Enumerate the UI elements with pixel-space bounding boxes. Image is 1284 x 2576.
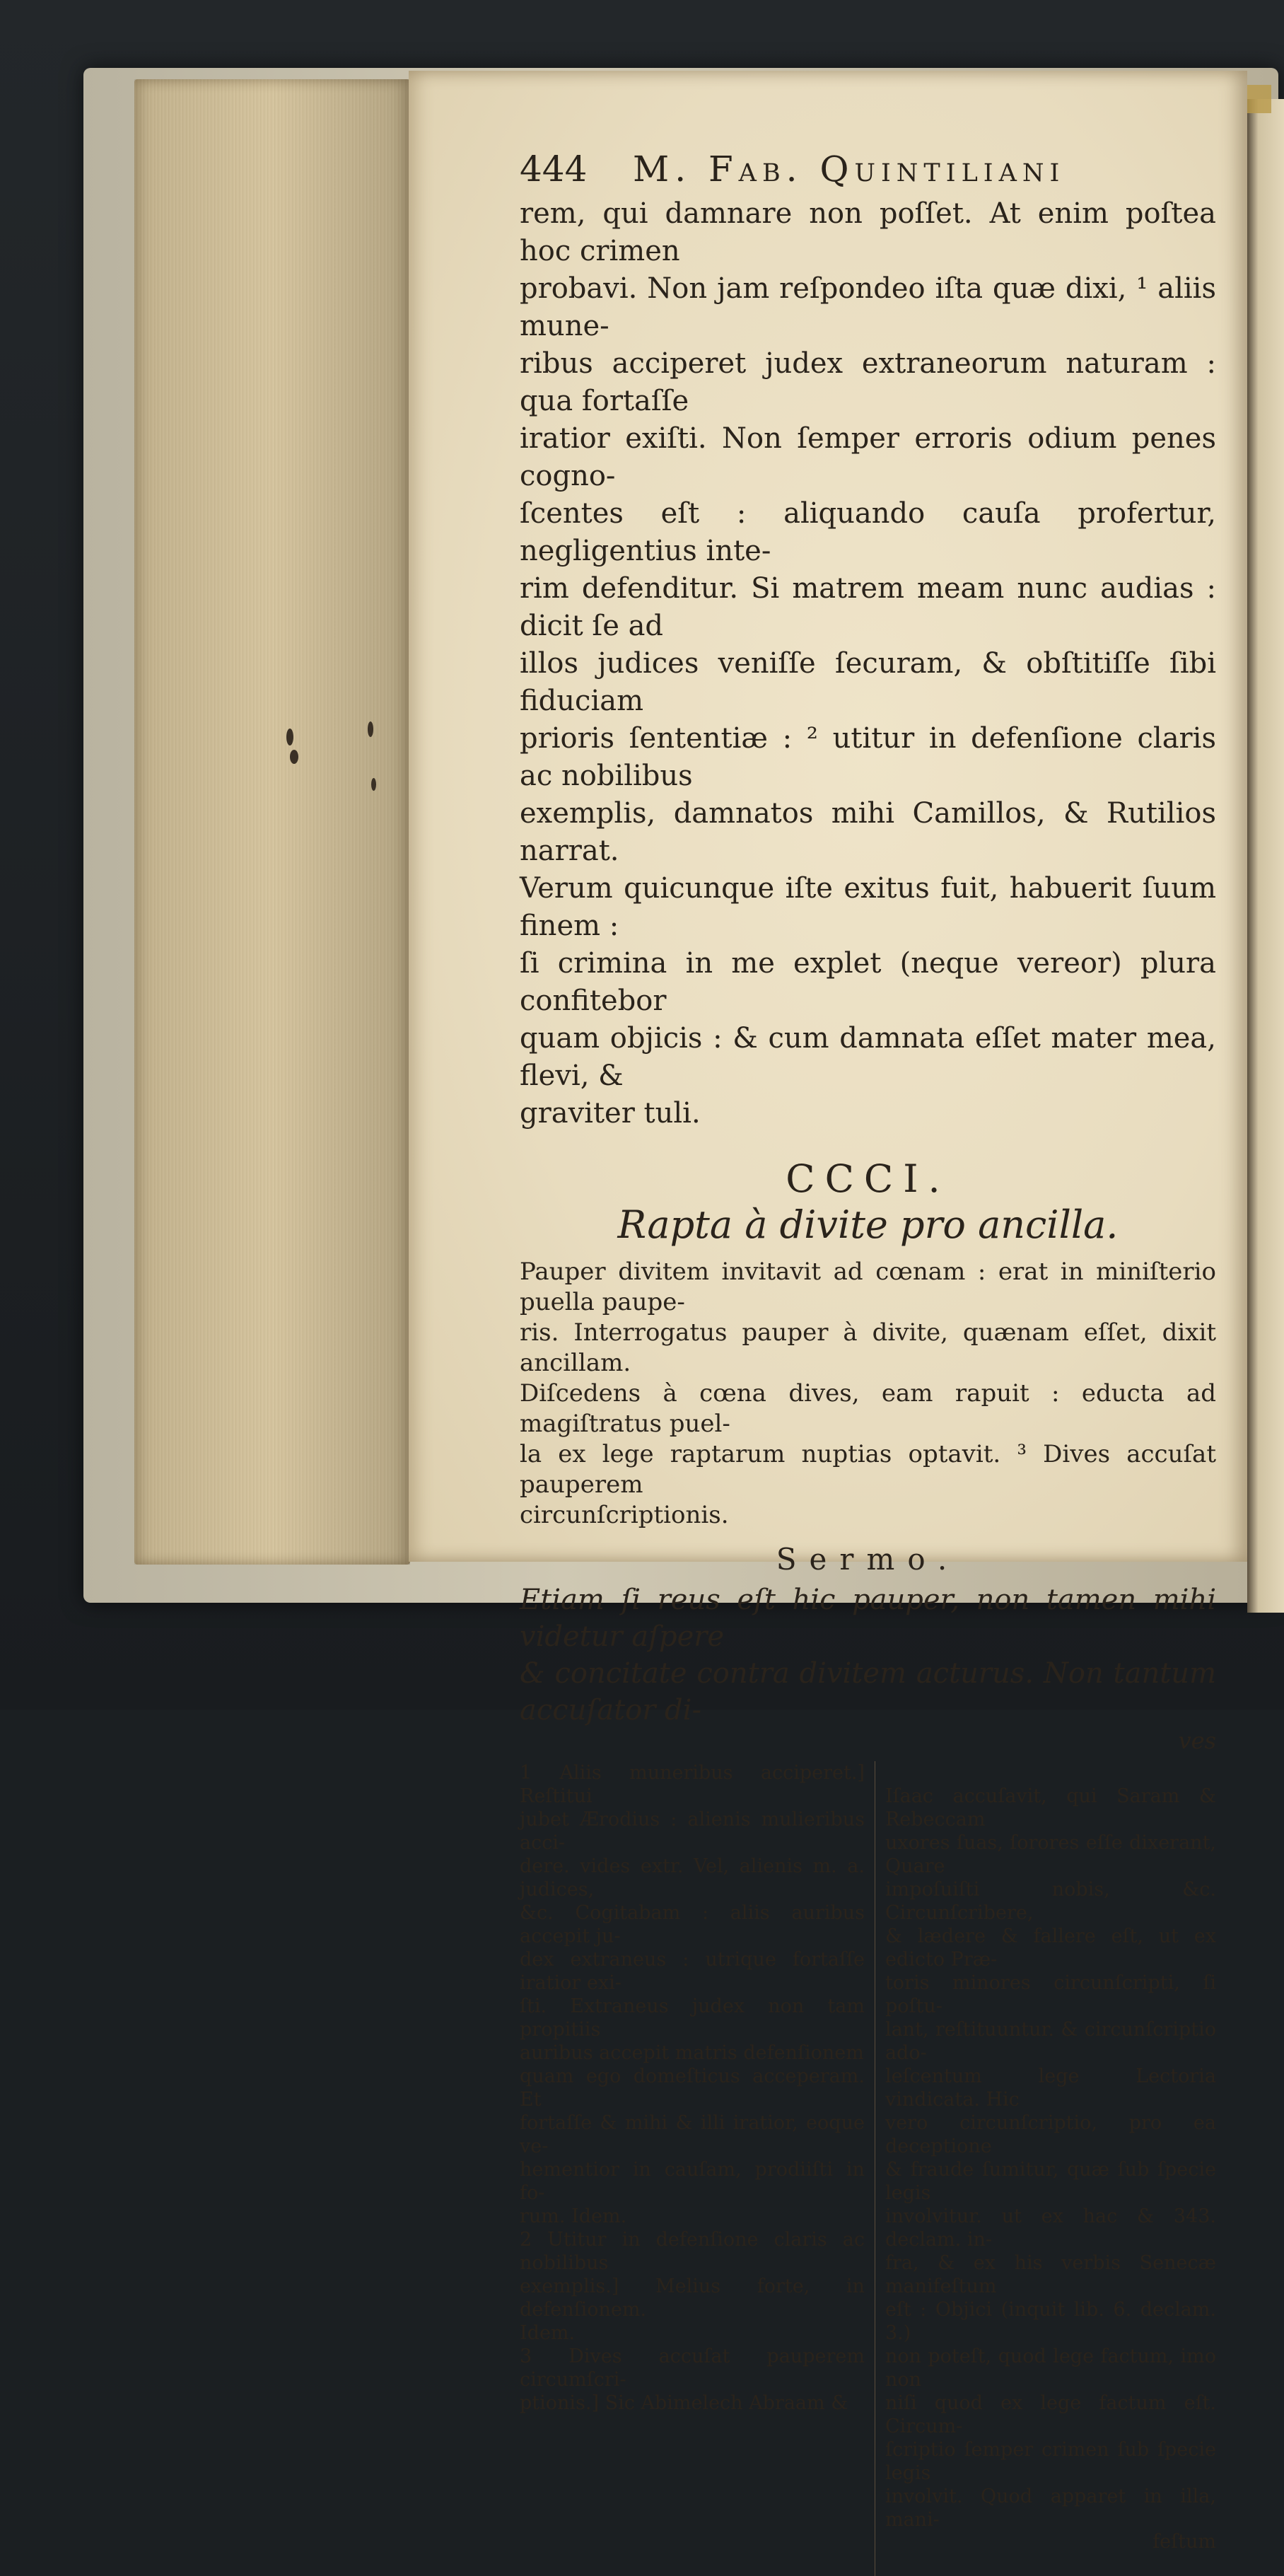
page-number: 444 <box>520 149 588 190</box>
running-head <box>520 149 1216 195</box>
footnote-catchword: feſtum <box>1152 2531 1216 2553</box>
section-number: CCCI. <box>786 1156 950 1201</box>
footnotes <box>520 1761 1216 2576</box>
foxing-spot <box>290 750 298 764</box>
foxing-spot <box>286 729 293 745</box>
page-content <box>520 149 1216 2576</box>
footnotes-right-column <box>875 1761 1216 2576</box>
footnotes-left-column: 1 Aliis muneribus acciperet.] Reſtitui jubet Ærodius : alienis mulieribus acci- dere. vides extr. Vel, alienis m. a. judices, &c. Cogitabam : aliis auribus accepit ju- dex extraneus : utrique fortaſſe iratior exi- ſti. Extraneus judex non tam propitiis auribus accepit matris defenſionem quam ego domeſticus acceperam. Et fortaſſe & mihi & illi iratior, eoque ve- hementior in cauſam, prodiiſti in fo- rum. Idem. 2 Utitur in defenſione claris ac nobilibus exemplis.] Melius forte, in defenſionem. Idem. 3 Dives accuſat pauperem circumſcri- ptionis.] Sic Abimelech Abraam & <box>520 1761 875 2576</box>
main-text: rem, qui damnare non poſſet. At enim poſtea hoc crimen probavi. Non jam reſpondeo iſta quæ dixi, ¹ aliis mune- ribus acciperet judex extraneorum naturam : qua fortaſſe iratior exiſti. Non ſemper erroris odium penes cogno- ſcentes eſt : aliquando cauſa profertur, negligentius inte- rim defenditur. Si matrem meam nunc audias : dicit ſe ad illos judices veniſſe ſecuram, & obſtitiſſe ſibi fiduciam prioris ſententiæ : ² utitur in defenſione claris ac nobilibus exemplis, damnatos mihi Camillos, & Rutilios narrat. Verum quicunque iſte exitus fuit, habuerit ſuum finem : ſi crimina in me explet (neque vereor) plura confitebor quam objicis : & cum damnata eſſet mater mea, flevi, & graviter tuli. <box>520 197 1216 1130</box>
catchword: ves <box>1178 1727 1216 1754</box>
footnotes-right-text: Iſaac accuſavit, qui Saram & Rebeccam uxores ſuas, ſorores eſſe dixerant, Quare impoſuiſti nobis, &c. Circunſcribere, & lædere & fallere eſt, ut ex edicto Præ- toris minores circunſcripti, ſi poſtu- lant, reſtituuntur. & circunſcriptio ado- leſcentum lege Lectoria vindicata. Hic vero circunſcriptio, pro ea deceptione & fraude ſumitur, quæ ſub ſpecie legis involvitur. ut ex hac & 343. declam. in- fra, & ex his verbis Senecæ manifeſtum eſt : Objici (inquit lib. 6. declam. 3.) non poteſt, quod lege factum, imo non niſi quod ex lege factum eſt. Circum- ſcriptio ſemper crimen ſub ſpecie legis involvit. Quod apparet in illa, mani- <box>885 1785 1216 2531</box>
running-title: M. Fab. Quintiliani <box>633 149 1066 190</box>
foxing-spot <box>371 778 376 791</box>
speech-text: Etiam ſi reus eſt hic pauper, non tamen mihi videtur aſpere & concitate contra divitem acturus. Non tantum accuſator di- <box>520 1584 1216 1727</box>
foxing-spot <box>368 721 373 737</box>
page-block-edge <box>134 79 410 1565</box>
section-title: Rapta à divite pro ancilla. <box>617 1202 1119 1247</box>
speaker-heading: Sermo. <box>776 1542 960 1577</box>
section-argument: Pauper divitem invitavit ad cœnam : erat in miniſterio puella paupe- ris. Interrogatus pauper à divite, quænam eſſet, dixit ancillam. Diſcedens à cœna dives, eam rapuit : educta ad magiſtratus puel- la ex lege raptarum nuptias optavit. ³ Dives accuſat pauperem circunſcriptionis. <box>520 1258 1216 1529</box>
facing-page-edge <box>1247 99 1284 1613</box>
